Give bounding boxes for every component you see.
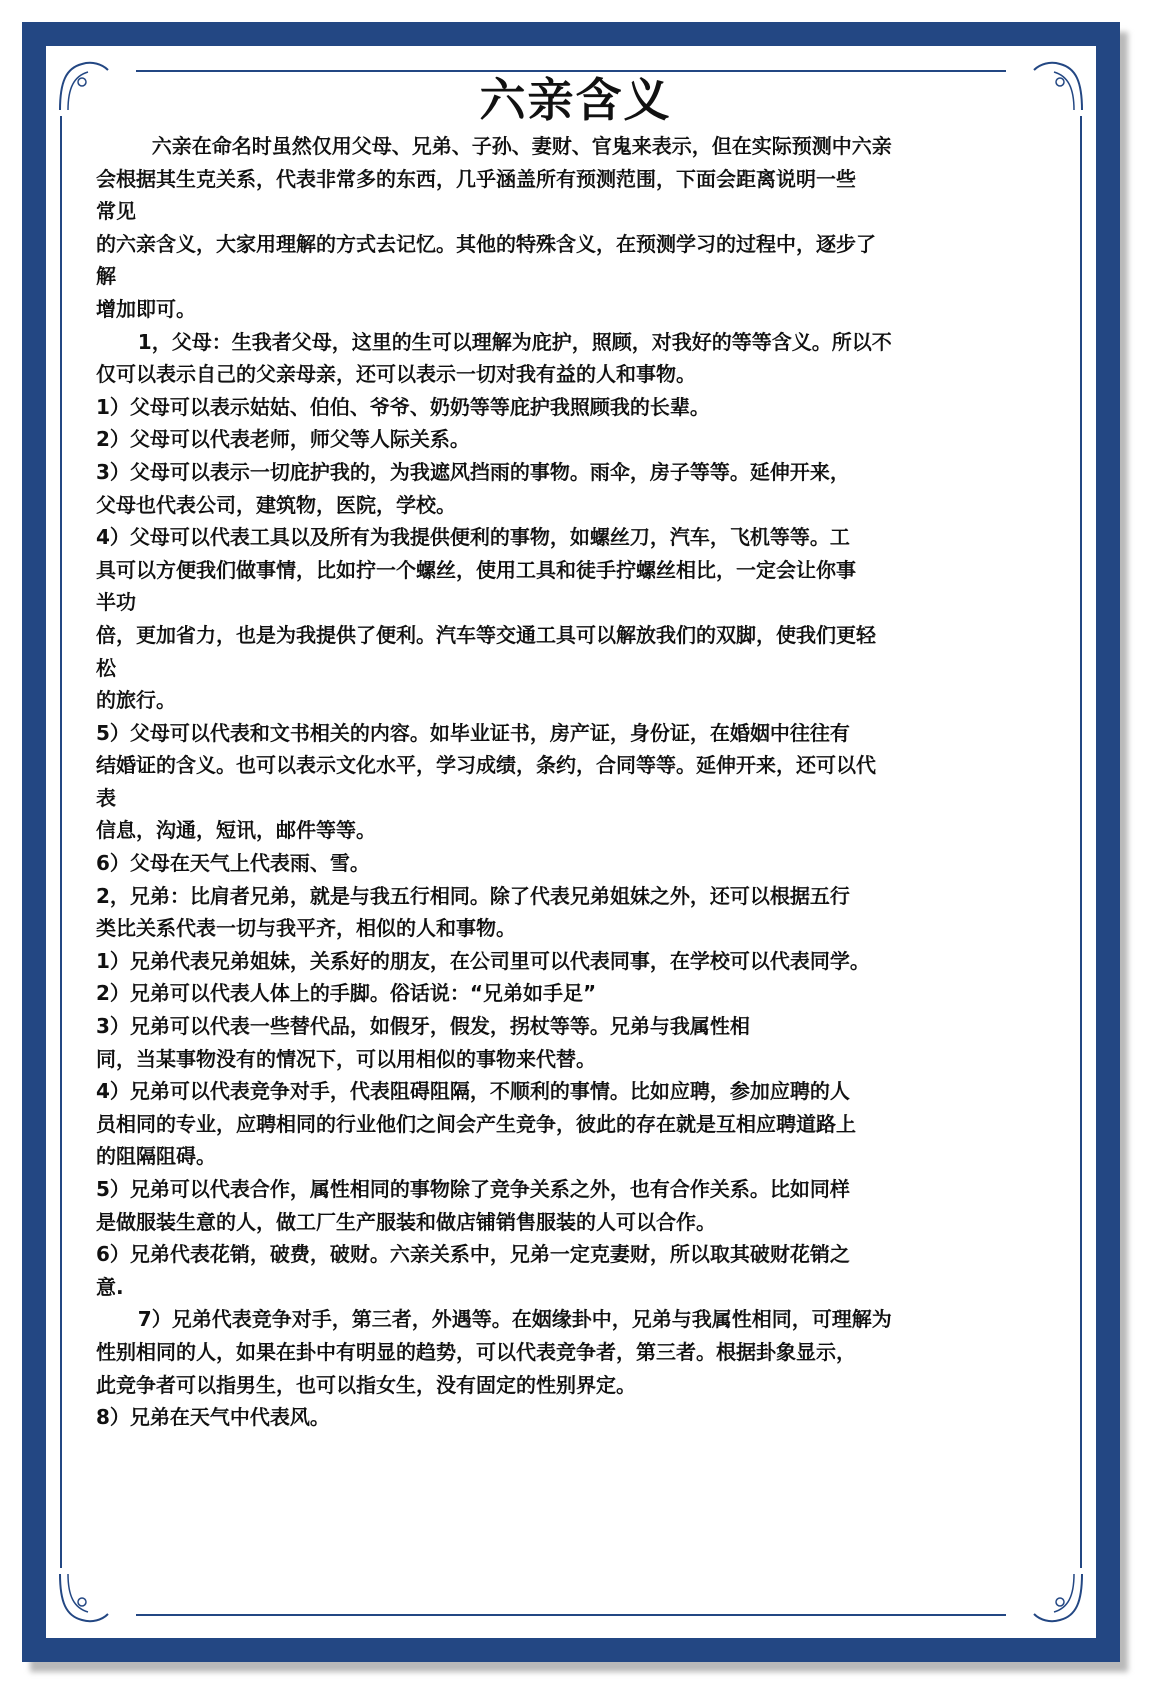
text-line: 4）父母可以代表工具以及所有为我提供便利的事物，如螺丝刀，汽车，飞机等等。工 [96, 525, 850, 550]
corner-ornament-icon [1030, 1572, 1090, 1632]
text-line: 具可以方便我们做事情，比如拧一个螺丝，使用工具和徒手拧螺丝相比，一定会让你事 [96, 557, 856, 582]
text-line: 增加即可。 [96, 296, 196, 321]
text-line: 6）父母在天气上代表雨、雪。 [96, 851, 370, 876]
inner-border-left [60, 116, 62, 1568]
text-line: 2）兄弟可以代表人体上的手脚。俗话说：“兄弟如手足” [96, 981, 597, 1006]
text-line: 仅可以表示自己的父亲母亲，还可以表示一切对我有益的人和事物。 [96, 362, 696, 387]
text-line: 同，当某事物没有的情况下，可以用相似的事物来代替。 [96, 1046, 596, 1071]
inner-border-bottom [136, 1614, 1006, 1616]
text-line: 1）兄弟代表兄弟姐妹，关系好的朋友，在公司里可以代表同事，在学校可以代表同学。 [96, 948, 870, 973]
text-line: 半功 [96, 590, 136, 615]
inner-border-right [1080, 116, 1082, 1568]
text-line: 5）兄弟可以代表合作，属性相同的事物除了竞争关系之外，也有合作关系。比如同样 [96, 1177, 850, 1201]
document-body [96, 130, 976, 1434]
text-line: 信息，沟通，短讯，邮件等等。 [96, 818, 376, 843]
text-line: 解 [96, 264, 116, 289]
text-line: 7）兄弟代表竞争对手，第三者，外遇等。在姻缘卦中，兄弟与我属性相同，可理解为 [96, 1307, 892, 1332]
text-line: 类比关系代表一切与我平齐，相似的人和事物。 [96, 916, 516, 941]
text-line: 会根据其生克关系，代表非常多的东西，几乎涵盖所有预测范围，下面会距离说明一些 [96, 166, 856, 191]
text-line: 是做服装生意的人，做工厂生产服装和做店铺销售服装的人可以合作。 [96, 1209, 716, 1234]
text-line: 3）兄弟可以代表一些替代品，如假牙，假发，拐杖等等。兄弟与我属性相 [96, 1014, 750, 1039]
text-line: 父母也代表公司，建筑物，医院，学校。 [96, 492, 456, 517]
text-line: 1）父母可以表示姑姑、伯伯、爷爷、奶奶等等庇护我照顾我的长辈。 [96, 394, 710, 419]
text-line: 意. [96, 1274, 124, 1299]
text-line: 的阻隔阻碍。 [96, 1144, 216, 1169]
text-line: 5）父母可以代表和文书相关的内容。如毕业证书，房产证，身份证，在婚姻中往往有 [96, 720, 850, 745]
page-title: 六亲含义 [479, 73, 672, 127]
text-line: 6）兄弟代表花销，破费，破财。六亲关系中，兄弟一定克妻财，所以取其破财花销之 [96, 1242, 850, 1267]
text-line: 松 [96, 655, 116, 680]
text-line: 倍，更加省力，也是为我提供了便利。汽车等交通工具可以解放我们的双脚，使我们更轻 [96, 622, 876, 647]
text-line: 4）兄弟可以代表竞争对手，代表阻碍阻隔，不顺利的事情。比如应聘，参加应聘的人 [96, 1079, 850, 1104]
text-line: 的旅行。 [96, 688, 176, 713]
text-line: 结婚证的含义。也可以表示文化水平，学习成绩，条约，合同等等。延伸开来，还可以代 [96, 753, 876, 778]
text-line: 性别相同的人，如果在卦中有明显的趋势，可以代表竞争者，第三者。根据卦象显示， [96, 1339, 856, 1364]
corner-ornament-icon [52, 1572, 112, 1632]
text-line: 2，兄弟：比肩者兄弟，就是与我五行相同。除了代表兄弟姐妹之外，还可以根据五行 [96, 883, 850, 908]
text-line: 六亲在命名时虽然仅用父母、兄弟、子孙、妻财、官鬼来表示，但在实际预测中六亲 [96, 134, 892, 158]
text-line: 1，父母：生我者父母，这里的生可以理解为庇护，照顾，对我好的等等含义。所以不 [96, 329, 892, 354]
text-line: 的六亲含义，大家用理解的方式去记忆。其他的特殊含义，在预测学习的过程中，逐步了 [96, 231, 876, 256]
text-line: 表 [96, 785, 116, 810]
text-line: 此竞争者可以指男生，也可以指女生，没有固定的性别界定。 [96, 1372, 636, 1397]
text-line: 2）父母可以代表老师，师父等人际关系。 [96, 427, 470, 452]
text-line: 8）兄弟在天气中代表风。 [96, 1405, 330, 1430]
text-line: 员相同的专业，应聘相同的行业他们之间会产生竞争，彼此的存在就是互相应聘道路上 [96, 1111, 856, 1136]
text-line: 常见 [96, 199, 136, 224]
text-line: 3）父母可以表示一切庇护我的，为我遮风挡雨的事物。雨伞，房子等等。延伸开来， [96, 459, 850, 484]
